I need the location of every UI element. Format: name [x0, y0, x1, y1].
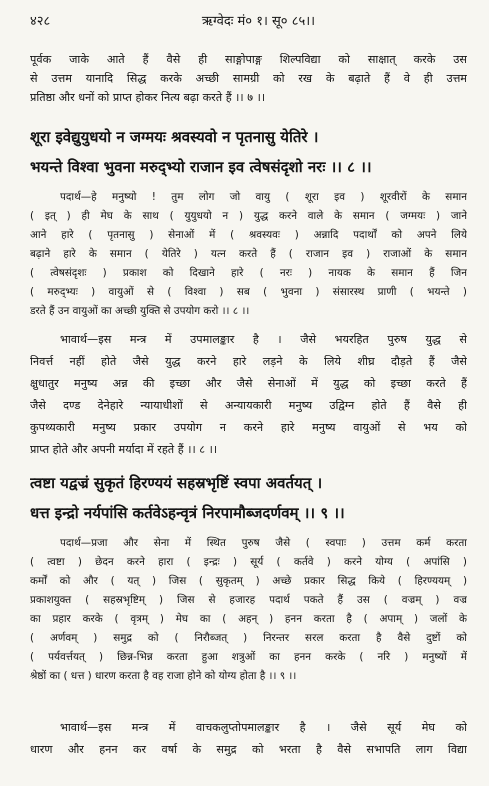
text-line: निवर्त्त नहीं होते जैसे युद्ध करने हारे लड़ने के लिये शीघ्र दौड़ते हैं जैसे [30, 355, 467, 368]
text-line: भावार्थ—इस मन्त्र में वाचकलुप्तोपमालङ्कार है । जैसे सूर्य मेघ को [60, 721, 467, 734]
text-line: पदार्थ—प्रजा और सेना में स्थित पुरुष जैसे ( स्वपाः ) उत्तम कर्म करता [60, 537, 467, 549]
text-line: प्राप्त होते और अपनी मर्यादा में रहते हैं ।। ८ ।। [30, 443, 218, 456]
text-line: ( इत् ) ही मेघ के साथ ( युयुधयो न ) युद्ध करने वाले के समान ( जग्मयः ) जाने [30, 210, 467, 222]
text-line: ( मरुद्भ्यः ) वायुओं से ( विश्वा ) सब ( भुवना ) संसारस्थ प्राणी ( भयन्ते ) [30, 286, 467, 298]
text-line: श्रेष्ठों का ( धत्त ) धारण करता है वह राजा होने को योग्य होता है ।। ९ ।। [30, 670, 297, 682]
mantra-line: शूरा इवेद्युयुधयो न जग्मयः श्रवस्यवो न पृतनासु येतिरे । [30, 128, 319, 146]
text-line: ( पर्यवर्त्तयत् ) छिन्न-भिन्न करता हुआ शत्रुओं का हनन करके ( नरि ) मनुष्यों में [30, 651, 467, 663]
text-line: पूर्वक जाके आते हैं वैसे ही साङ्गोपाङ्ग शिल्पविद्या को साक्षात् करके उस [30, 53, 467, 66]
text-line: से उत्तम यानादि सिद्ध करके अच्छी सामग्री को रख के बढ़ाते हैं वे ही उत्तम [30, 72, 467, 85]
text-line: भावार्थ—इस मन्त्र में उपमालङ्कार है । जैसे भयरहित पुरुष युद्ध से [60, 333, 467, 346]
text-line: प्रतिष्ठा और धनों को प्राप्त होकर नित्य बढ़ा करते हैं ।। ७ ।। [30, 91, 266, 104]
mantra-line: धत्त इन्द्रो नर्यपांसि कर्तवेऽहन्वृत्रं निरपामौब्जदर्णवम् ।। ९ ।। [30, 504, 345, 522]
text-line: धारण और हनन कर वर्षा के समुद्र को भरता है वैसे सभापति लाग विद्या [30, 743, 467, 756]
mantra-line: भयन्ते विश्वा भुवना मरुद्भ्यो राजान इव त्वेषसंदृशो नरः ।। ८ ।। [30, 158, 372, 176]
text-line: जैसे दण्ड देनेहारे न्यायाधीशों से अन्यायकारी मनुष्य उद्विग्न होते हैं वैसे ही [30, 399, 467, 412]
text-line: क्षुधातुर मनुष्य अन्न की इच्छा और जैसे सेनाओं में युद्ध को इच्छा करते हैं [30, 377, 467, 390]
text-line: आने हारे ( पृतनासु ) सेनाओं में ( श्रवस्यवः ) अन्नादि पदार्थों को अपने लिये [30, 229, 467, 241]
running-title: ऋग्वेदः मं० १। सू० ८५।। [201, 14, 316, 29]
page-header [30, 12, 467, 32]
text-line: का प्रहार करके ( वृत्रम् ) मेघ का ( अहन् ) हनन करता है ( अपाम् ) जलों के [30, 613, 467, 625]
text-line: ( त्वष्टा ) छेदन करने हारा ( इन्द्रः ) सूर्य ( कर्तवे ) करने योग्य ( अपांसि ) [30, 556, 467, 568]
text-line: डरते हैं उन वायुओं का अच्छी युक्ति से उपयोग करो ।। ८ ।। [30, 305, 250, 317]
text-line: कर्मों को और ( यत् ) जिस ( सुकृतम् ) अच्छे प्रकार सिद्ध किये ( हिरण्ययम् ) [30, 575, 467, 587]
text-line: ( अर्णवम् ) समुद्र को ( निरौब्जत् ) निरन्तर सरल करता है वैसे दुष्टों को [30, 632, 467, 644]
text-line: कुपथ्यकारी मनुष्य प्रकार उपयोग न करने हारे मनुष्य वायुओं से भय को [30, 421, 467, 434]
text-line: प्रकाशयुक्त ( सहस्रभृष्टिम् ) जिस से हजारह पदार्थ पकते हैं उस ( वज्रम् ) वज्र [30, 594, 467, 606]
text-line: पदार्थ—हे मनुष्यो ! तुम लोग जो वायु ( शूरा इव ) शूरवीरों के समान [60, 191, 467, 203]
text-line: बढ़ाने हारे के समान ( येतिरे ) यत्न करते हैं ( राजान इव ) राजाओं के समान [30, 248, 467, 260]
page-number: ४२८ [30, 14, 51, 29]
text-line: ( त्वेषसंदृशः ) प्रकाश को दिखाने हारे ( नरः ) नायक के समान हैं जिन [30, 267, 467, 279]
mantra-line: त्वष्टा यद्वज्रं सुकृतं हिरण्ययं सहस्रभृष्टिं स्वपा अवर्तयत् । [30, 474, 323, 492]
